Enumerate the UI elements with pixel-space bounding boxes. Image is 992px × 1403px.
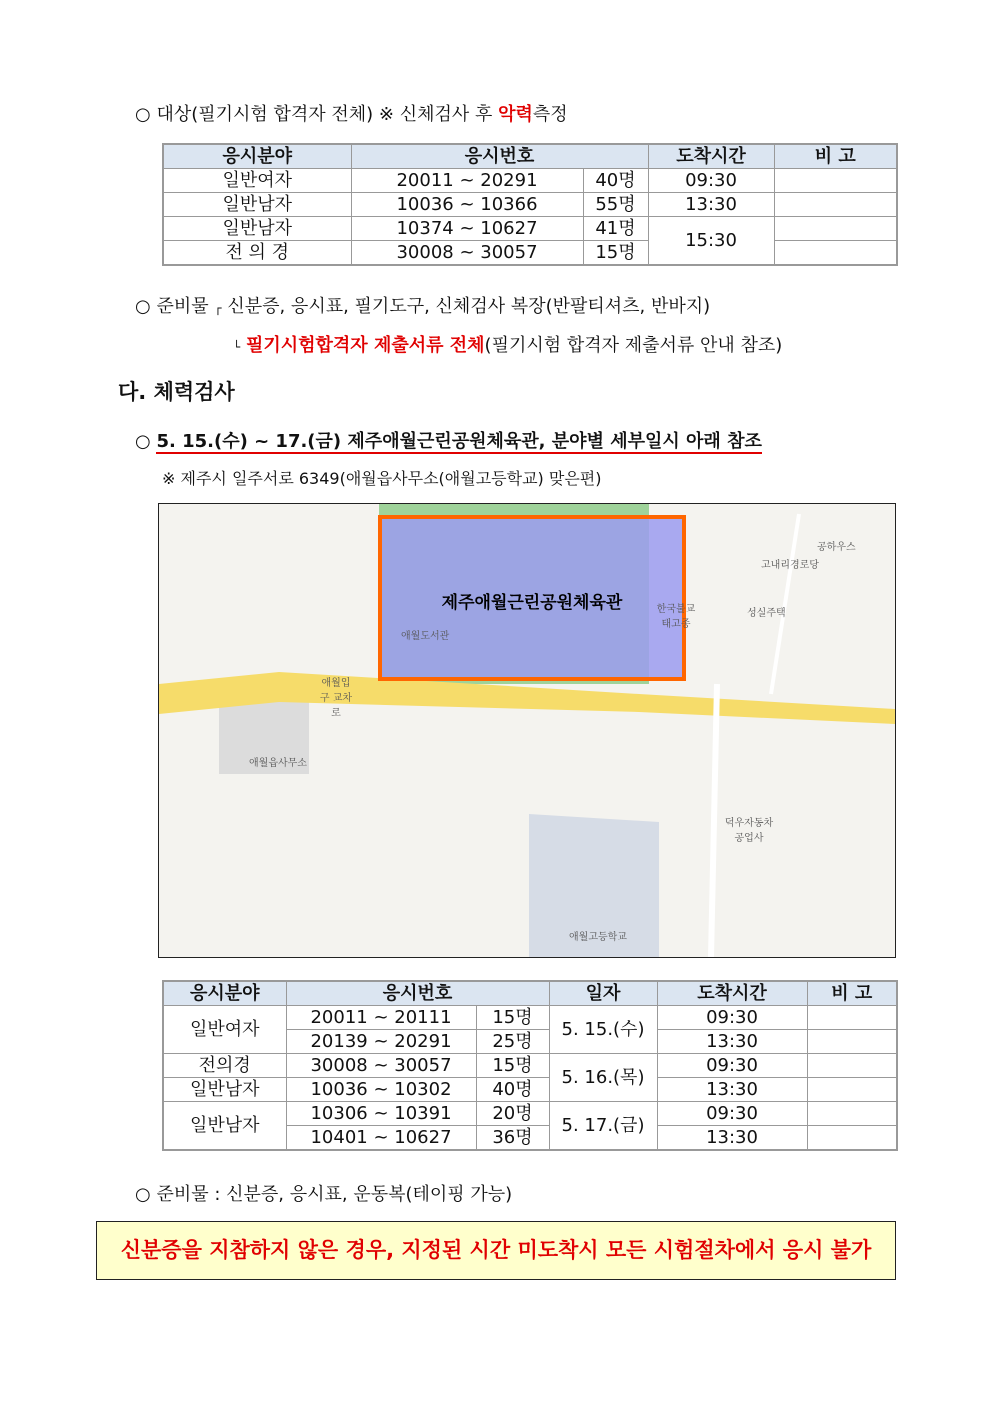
cell-field: 일반남자 <box>163 1078 286 1102</box>
table-row <box>163 241 897 266</box>
fitness-test-table <box>162 980 898 1151</box>
cell-time: 13:30 <box>657 1030 807 1054</box>
cell-range: 20011 ~ 20291 <box>351 169 583 193</box>
bullet: ○ <box>135 104 151 125</box>
cell-range: 20011 ~ 20111 <box>286 1006 476 1030</box>
header-date: 일자 <box>549 981 657 1006</box>
cell-note <box>774 241 897 266</box>
header-number: 응시번호 <box>286 981 549 1006</box>
target-text: 대상(필기시험 합격자 전체) ※ 신체검사 후 <box>156 104 499 125</box>
cell-range: 30008 ~ 30057 <box>351 241 583 266</box>
cell-count: 40명 <box>583 169 648 193</box>
map-label: 애월읍사무소 <box>249 758 307 769</box>
map-label: 성실주택 <box>747 608 786 619</box>
table-row <box>163 217 897 241</box>
cell-time: 09:30 <box>648 169 774 193</box>
prep-line-2 <box>233 331 782 357</box>
cell-count: 15명 <box>476 1054 549 1078</box>
cell-time: 13:30 <box>657 1126 807 1151</box>
location-map <box>158 503 896 958</box>
header-time: 도착시간 <box>648 144 774 169</box>
header-number: 응시번호 <box>351 144 648 169</box>
table-row <box>163 193 897 217</box>
table-header <box>163 144 897 169</box>
target-text-end: 측정 <box>532 104 568 125</box>
target-line <box>135 100 568 126</box>
cell-field: 일반여자 <box>163 169 351 193</box>
cell-note <box>774 169 897 193</box>
cell-note <box>807 1078 897 1102</box>
table-row <box>163 1006 897 1030</box>
cell-note <box>807 1054 897 1078</box>
gym-label: 제주애월근린공원체육관 <box>441 593 623 613</box>
cell-count: 36명 <box>476 1126 549 1151</box>
cell-note <box>807 1126 897 1151</box>
table-header <box>163 981 897 1006</box>
header-field: 응시분야 <box>163 144 351 169</box>
table-row <box>163 1102 897 1126</box>
header-field: 응시분야 <box>163 981 286 1006</box>
section-title: 다. 체력검사 <box>118 380 235 404</box>
table-row <box>163 1054 897 1078</box>
cell-count: 20명 <box>476 1102 549 1126</box>
cell-range: 10306 ~ 10391 <box>286 1102 476 1126</box>
header-note: 비 고 <box>774 144 897 169</box>
cell-date: 5. 15.(수) <box>549 1006 657 1054</box>
cell-date: 5. 16.(목) <box>549 1054 657 1102</box>
cell-time: 09:30 <box>657 1006 807 1030</box>
documents-note: (필기시험 합격자 제출서류 안내 참조) <box>484 335 783 356</box>
bullet: ○ <box>135 296 151 317</box>
cell-date: 5. 17.(금) <box>549 1102 657 1151</box>
cell-note <box>774 217 897 241</box>
bullet: ○ <box>135 1184 151 1205</box>
cell-field: 전의경 <box>163 1054 286 1078</box>
prep-label: 준비물 <box>156 296 209 317</box>
map-label: 애월입구 교차로 <box>319 678 353 719</box>
cell-field: 일반남자 <box>163 1102 286 1151</box>
cell-range: 20139 ~ 20291 <box>286 1030 476 1054</box>
cell-range: 30008 ~ 30057 <box>286 1054 476 1078</box>
cell-range: 10036 ~ 10302 <box>286 1078 476 1102</box>
cell-time: 09:30 <box>657 1054 807 1078</box>
cell-range: 10036 ~ 10366 <box>351 193 583 217</box>
cell-count: 15명 <box>583 241 648 266</box>
cell-count: 41명 <box>583 217 648 241</box>
map-background <box>159 504 895 957</box>
schedule-text: 5. 15.(수) ~ 17.(금) 제주애월근린공원체육관, 분야별 세부일시 아래 참조 <box>156 431 762 452</box>
header-time: 도착시간 <box>657 981 807 1006</box>
cell-time: 13:30 <box>657 1078 807 1102</box>
table-row <box>163 1078 897 1102</box>
cell-field: 일반남자 <box>163 217 351 241</box>
map-label: 애월고등학교 <box>569 932 627 943</box>
cell-range: 10374 ~ 10627 <box>351 217 583 241</box>
cell-count: 55명 <box>583 193 648 217</box>
bracket-top: ┌ <box>214 301 222 315</box>
cell-note <box>807 1006 897 1030</box>
address-note: ※ 제주시 일주서로 6349(애월읍사무소(애월고등학교) 맞은편) <box>162 469 602 488</box>
cell-field: 일반여자 <box>163 1006 286 1054</box>
cell-time: 15:30 <box>648 217 774 266</box>
physical-exam-table <box>162 143 898 266</box>
map-label: 고내리경로당 <box>761 560 819 571</box>
documents-highlight: 필기시험합격자 제출서류 전체 <box>245 335 485 356</box>
prep-items: 신분증, 응시표, 필기도구, 신체검사 복장(반팔티셔츠, 반바지) <box>227 296 711 317</box>
header-note: 비 고 <box>807 981 897 1006</box>
bullet: ○ <box>135 431 151 452</box>
prep-line-2-section <box>135 1180 512 1206</box>
table-row <box>163 169 897 193</box>
grip-strength-highlight: 악력 <box>498 104 533 125</box>
side-road <box>711 684 717 957</box>
map-label: 덕우자동차 공업사 <box>724 818 774 844</box>
map-label: 한국불교 태고종 <box>656 604 696 630</box>
cell-count: 40명 <box>476 1078 549 1102</box>
cell-time: 13:30 <box>648 193 774 217</box>
cell-note <box>807 1102 897 1126</box>
cell-field: 일반남자 <box>163 193 351 217</box>
bracket-bottom: └ <box>233 340 241 354</box>
prep-line-1 <box>135 292 710 318</box>
map-label: 공하우스 <box>817 542 856 553</box>
cell-count: 15명 <box>476 1006 549 1030</box>
cell-range: 10401 ~ 10627 <box>286 1126 476 1151</box>
cell-time: 09:30 <box>657 1102 807 1126</box>
cell-note <box>774 193 897 217</box>
cell-count: 25명 <box>476 1030 549 1054</box>
schedule-line <box>135 427 762 453</box>
map-label: 애월도서관 <box>401 631 450 642</box>
warning-notice: 신분증을 지참하지 않은 경우, 지정된 시간 미도착시 모든 시험절차에서 응시 불가 <box>96 1221 896 1280</box>
cell-note <box>807 1030 897 1054</box>
cell-field: 전 의 경 <box>163 241 351 266</box>
prep-items: 준비물 : 신분증, 응시표, 운동복(테이핑 가능) <box>156 1184 513 1205</box>
